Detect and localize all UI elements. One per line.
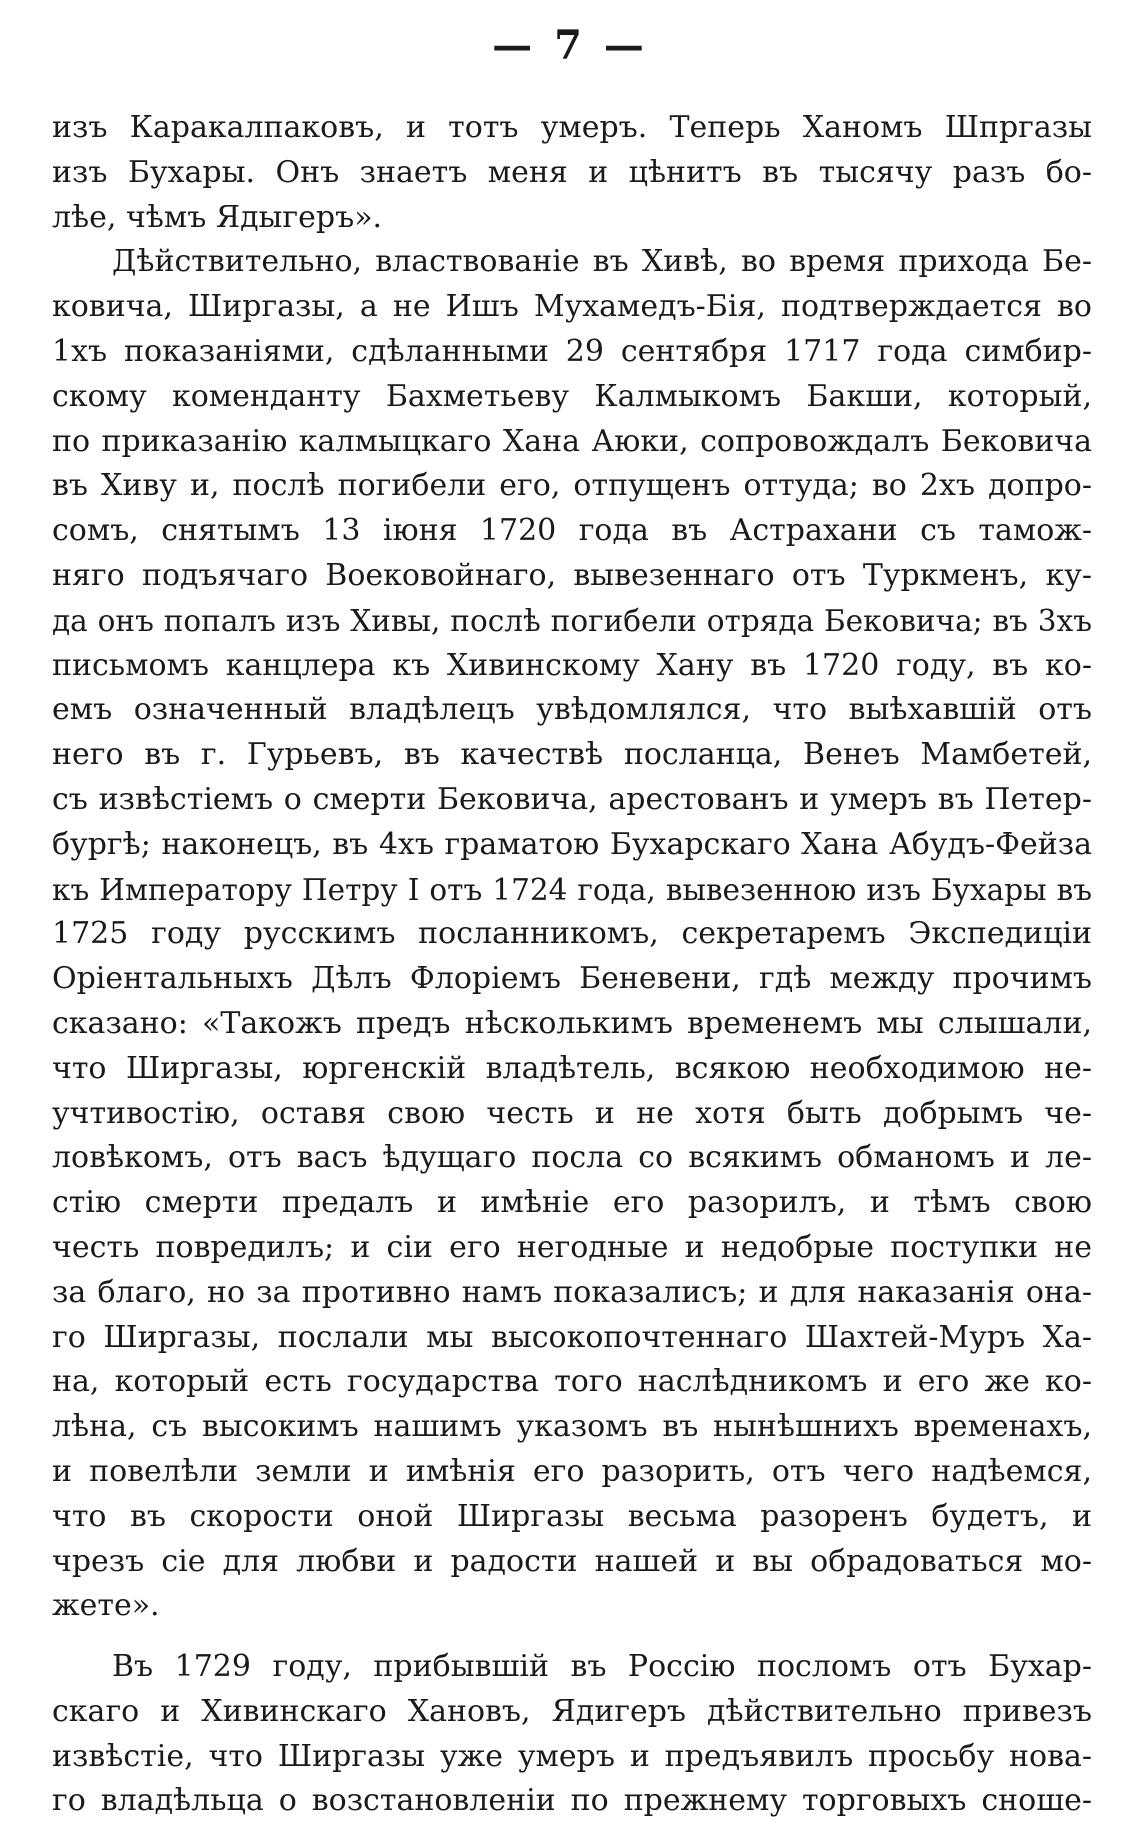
paragraph bbox=[52, 240, 1092, 1629]
text-line: и повелѣли земли и имѣнія его разорить, отъ чего надѣемся, bbox=[52, 1453, 1092, 1489]
text-line: на, который есть государства того наслѣдникомъ и его же ко- bbox=[52, 1364, 1092, 1400]
text-line: ковича, Ширгазы, а не Ишъ Мухамедъ-Бія, подтверждается во bbox=[52, 289, 1092, 325]
text-line: чрезъ сіе для любви и радости нашей и вы обрадоваться мо- bbox=[52, 1543, 1092, 1579]
body-text bbox=[52, 106, 1092, 1824]
text-line: жете». bbox=[52, 1588, 160, 1624]
text-line: 1725 году русскимъ посланникомъ, секретаремъ Экспедиціи bbox=[52, 916, 1092, 952]
text-line: Оріентальныхъ Дѣлъ Флоріемъ Беневени, гдѣ между прочимъ bbox=[52, 961, 1092, 997]
text-line: лѣна, съ высокимъ нашимъ указомъ въ нынѣшнихъ временахъ, bbox=[52, 1409, 1092, 1445]
text-line: сказано: «Такожъ предъ нѣсколькимъ временемъ мы слышали, bbox=[52, 1005, 1092, 1041]
text-line: стію смерти предалъ и имѣніе его разорилъ, и тѣмъ свою bbox=[52, 1185, 1092, 1221]
text-line: извѣстіе, что Ширгазы уже умеръ и предъявилъ просьбу нова- bbox=[52, 1738, 1092, 1774]
text-line: емъ означенный владѣлецъ увѣдомлялся, что выѣхавшій отъ bbox=[52, 692, 1092, 728]
text-line: скому коменданту Бахметьеву Калмыкомъ Бакши, который, bbox=[52, 378, 1092, 414]
text-line: няго подъячаго Воековойнаго, вывезеннаго отъ Туркменъ, ку- bbox=[52, 557, 1092, 593]
text-line: него въ г. Гурьевъ, въ качествѣ посланца, Венеъ Мамбетей, bbox=[52, 737, 1092, 773]
text-line: Дѣйствительно, властвованіе въ Хивѣ, во время прихода Бе- bbox=[112, 244, 1092, 280]
text-line: что въ скорости оной Ширгазы весьма разоренъ будетъ, и bbox=[52, 1498, 1092, 1534]
text-line: что Ширгазы, юргенскій владѣтель, всякою необходимою не- bbox=[52, 1050, 1092, 1086]
text-line: 1хъ показаніями, сдѣланными 29 сентября 1717 года симбир- bbox=[52, 333, 1092, 369]
paragraph bbox=[52, 1645, 1092, 1824]
text-line: го владѣльца о возстановленіи по прежнему торговыхъ сноше- bbox=[52, 1783, 1092, 1819]
text-line: изъ Каракалпаковъ, и тотъ умеръ. Теперь Ханомъ Шпргазы bbox=[52, 110, 1092, 145]
text-line: изъ Бухары. Онъ знаетъ меня и цѣнитъ въ тысячу разъ бо- bbox=[52, 154, 1092, 190]
paragraph bbox=[52, 106, 1092, 240]
text-line: съ извѣстіемъ о смерти Бековича, арестованъ и умеръ въ Петер- bbox=[52, 781, 1092, 817]
text-line: скаго и Хивинскаго Хановъ, Ядигеръ дѣйствительно привезъ bbox=[52, 1693, 1092, 1729]
text-line: письмомъ канцлера къ Хивинскому Хану въ 1720 году, въ ко- bbox=[52, 647, 1092, 683]
text-line: честь повредилъ; и сіи его негодные и недобрые поступки не bbox=[52, 1229, 1092, 1265]
text-line: за благо, но за противно намъ показалисъ; и для наказанія она- bbox=[52, 1274, 1092, 1310]
page-number: — 7 — bbox=[492, 22, 648, 69]
paragraph-gap bbox=[52, 1629, 1092, 1645]
text-line: учтивостію, оставя свою честь и не хотя быть добрымъ че- bbox=[52, 1095, 1092, 1131]
text-line: Въ 1729 году, прибывшій въ Россію посломъ отъ Бухар- bbox=[112, 1649, 1092, 1685]
text-line: бургѣ; наконецъ, въ 4хъ граматою Бухарскаго Хана Абудъ-Фейза bbox=[52, 826, 1092, 862]
text-line: къ Императору Петру I отъ 1724 года, вывезенною изъ Бухары въ bbox=[52, 872, 1092, 907]
text-line: ловѣкомъ, отъ васъ ѣдущаго посла со всякимъ обманомъ и ле- bbox=[52, 1140, 1092, 1176]
text-line: въ Хиву и, послѣ погибели его, отпущенъ оттуда; во 2хъ допро- bbox=[52, 468, 1092, 504]
text-line: сомъ, снятымъ 13 іюня 1720 года въ Астрахани съ тамож- bbox=[52, 513, 1092, 549]
text-line: го Ширгазы, послали мы высокопочтеннаго Шахтей-Муръ Ха- bbox=[52, 1319, 1092, 1355]
text-line: по приказанію калмыцкаго Хана Аюки, сопровождалъ Бековича bbox=[52, 423, 1092, 459]
text-line: лѣе, чѣмъ Ядыгеръ». bbox=[52, 199, 383, 235]
text-line: да онъ попалъ изъ Хивы, послѣ погибели отряда Бековича; въ 3хъ bbox=[52, 603, 1092, 638]
